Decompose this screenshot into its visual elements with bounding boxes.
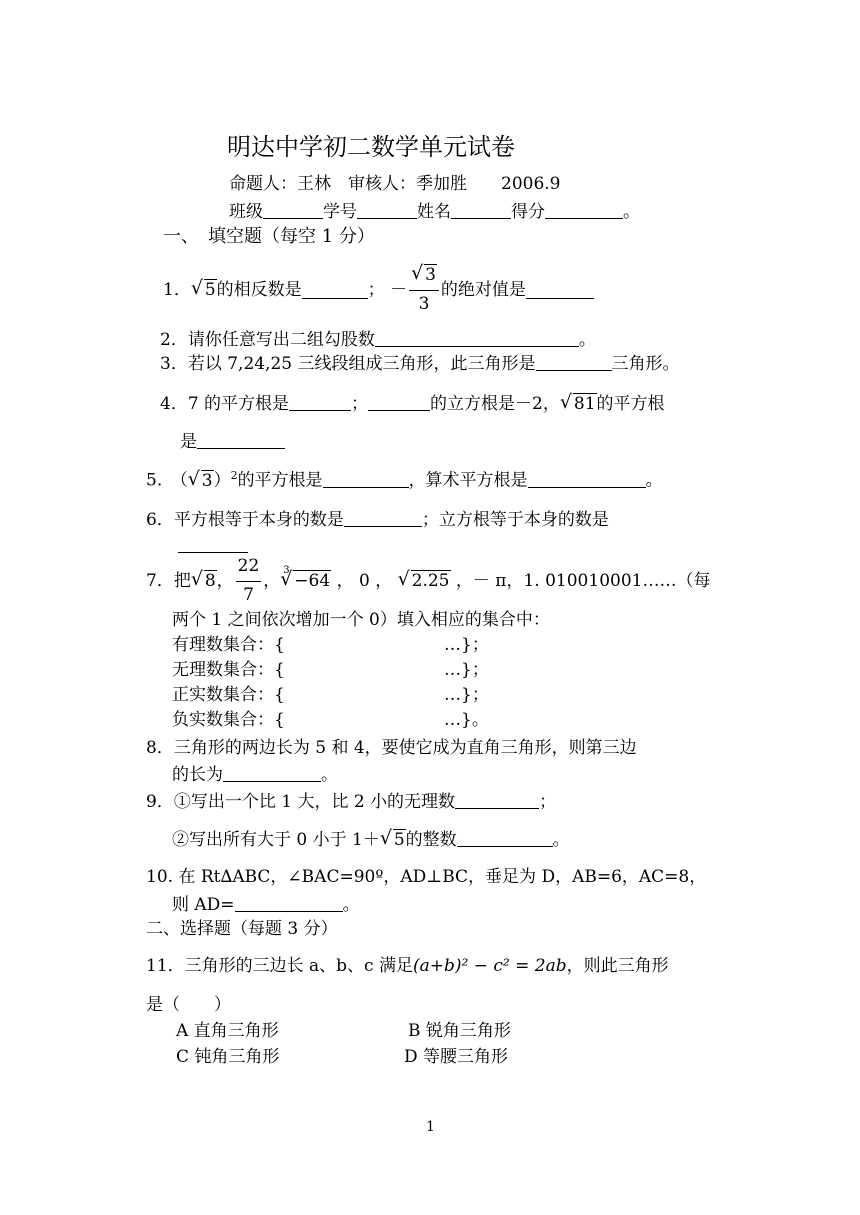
- q9-text-2: ②写出所有大于 0 小于 1＋: [172, 830, 380, 850]
- question-3: [160, 354, 680, 373]
- sqrt-5: [380, 832, 406, 849]
- section-1-title: 一、 填空题（每空 1 分）: [163, 226, 375, 247]
- cube-root-neg-64: [280, 564, 331, 591]
- score-blank[interactable]: [545, 202, 623, 219]
- q8-text-2: 的长为: [172, 765, 223, 785]
- option-d[interactable]: D 等腰三角形: [404, 1047, 509, 1067]
- radicand: 81: [573, 394, 596, 414]
- id-blank[interactable]: [357, 202, 417, 219]
- q1-text: 的相反数是: [216, 279, 302, 300]
- q1-blank-1[interactable]: [302, 282, 368, 299]
- radicand: 3: [425, 265, 436, 286]
- section-2-title: 二、选择题（每题 3 分）: [146, 919, 338, 939]
- question-9-part-2: [172, 830, 570, 849]
- student-info-line: [229, 202, 640, 221]
- page-title: 明达中学初二数学单元试卷: [227, 133, 515, 161]
- q6-text: 6．平方根等于本身的数是: [146, 510, 344, 530]
- question-9-part-1: [146, 792, 556, 811]
- q1-blank-2[interactable]: [526, 282, 594, 299]
- set-end: …}；: [444, 685, 489, 705]
- q2-text: 2．请你任意写出二组勾股数: [160, 330, 375, 350]
- punct: 。: [321, 765, 338, 785]
- q9-blank-1[interactable]: [455, 792, 539, 809]
- punct: 。: [645, 470, 663, 491]
- question-5: [146, 470, 663, 490]
- sqrt-3: [188, 470, 214, 491]
- radicand: 8: [204, 570, 216, 591]
- q5-blank-2[interactable]: [528, 471, 646, 488]
- sqrt-81: [560, 396, 597, 413]
- q5-text: 5. （: [146, 470, 188, 491]
- question-6: [146, 510, 609, 529]
- numerator: 22: [236, 556, 262, 581]
- sqrt-8: [191, 570, 217, 591]
- radicand: 5: [204, 279, 216, 300]
- id-label: 学号: [323, 202, 357, 222]
- radicand: 2.25: [411, 570, 450, 591]
- punct: 。: [552, 830, 570, 850]
- question-8-cont: [172, 765, 338, 784]
- set-end: …}；: [444, 660, 489, 680]
- class-blank[interactable]: [263, 202, 323, 219]
- radicand: 3: [201, 470, 213, 491]
- name-blank[interactable]: [451, 202, 511, 219]
- q3-text-2: 三角形。: [611, 354, 680, 374]
- q4-cont-text: 是: [180, 432, 197, 452]
- paren: ）: [213, 470, 231, 491]
- q10-blank[interactable]: [235, 895, 343, 912]
- author-line: [229, 176, 560, 193]
- neg-pi: － π: [472, 570, 507, 591]
- q9-blank-2[interactable]: [457, 830, 553, 847]
- q8-blank[interactable]: [223, 765, 321, 782]
- set-label: 有理数集合：{: [172, 635, 285, 655]
- q7-text-tail: 1. 010010001……（每: [523, 570, 711, 591]
- sqrt-3: [411, 265, 437, 286]
- question-4: [160, 394, 665, 413]
- option-a[interactable]: A 直角三角形: [176, 1021, 279, 1041]
- class-label: 班级: [229, 202, 263, 222]
- fraction-sqrt3-over-3: [409, 265, 439, 315]
- score-label: 得分: [511, 202, 545, 222]
- reviewer: 审核人：季加胜: [348, 174, 467, 194]
- fraction-22-over-7: [236, 556, 262, 606]
- page-number: 1: [426, 1119, 435, 1135]
- q1-number: 1．: [163, 279, 191, 300]
- denominator: 7: [243, 584, 254, 605]
- q3-text: 3．若以 7,24,25 三线段组成三角形，此三角形是: [160, 354, 536, 374]
- sqrt-2-25: [398, 570, 451, 591]
- question-4-cont: [180, 432, 285, 451]
- q11-formula: (a+b)² − c² = 2ab: [412, 956, 567, 976]
- zero: 0: [359, 570, 370, 591]
- q4-blank-1[interactable]: [289, 394, 351, 411]
- question-10-cont: [172, 895, 360, 914]
- question-7: 7．把 √ 8 ， $\frac{22}{7}$ ， √ 3 −64 ， 0 ， √ 2.25 ， － π ， 1. 010010001……（每: [146, 556, 710, 606]
- rational-set: [172, 635, 489, 655]
- punct: 。: [578, 330, 596, 350]
- denominator: 3: [418, 293, 430, 314]
- set-label: 无理数集合：{: [172, 660, 285, 680]
- question-1: [163, 263, 594, 317]
- q5-text-3: ，算术平方根是: [408, 470, 528, 491]
- question-10: 10. 在 Rt∆ABC，∠BAC=90º，AD⊥BC，垂足为 D，AB=6，AC=8，: [146, 867, 707, 887]
- sqrt-5: [191, 279, 217, 300]
- exponent: 2: [230, 469, 238, 482]
- punct: ；: [367, 279, 385, 300]
- question-11: [146, 958, 669, 975]
- q5-blank-1[interactable]: [323, 471, 409, 488]
- q3-blank[interactable]: [536, 354, 612, 371]
- question-6-cont: [178, 536, 248, 555]
- question-8: 8．三角形的两边长为 5 和 4，要使它成为直角三角形，则第三边: [146, 738, 637, 758]
- negative-real-set: [172, 710, 489, 730]
- root-index: √ 3: [283, 564, 290, 576]
- q9-text: 9．①写出一个比 1 大，比 2 小的无理数: [146, 792, 456, 812]
- q6-blank-1[interactable]: [344, 510, 422, 527]
- minus-sign: －: [390, 279, 408, 300]
- set-end: …}；: [444, 635, 489, 655]
- q9-text-3: 的整数: [405, 830, 457, 850]
- q6-blank-2[interactable]: [178, 536, 248, 553]
- option-b[interactable]: B 锐角三角形: [408, 1021, 511, 1041]
- name-label: 姓名: [417, 202, 451, 222]
- radicand: −64: [294, 570, 331, 591]
- q2-blank[interactable]: [375, 330, 579, 347]
- question-7-line-2: 两个 1 之间依次增加一个 0）填入相应的集合中：: [172, 610, 550, 630]
- q6-text-2: ；立方根等于本身的数是: [421, 510, 609, 530]
- q1-text-2: 的绝对值是: [440, 279, 526, 300]
- q10-text-2: 则 AD=: [172, 895, 235, 915]
- irrational-set: [172, 660, 489, 680]
- q5-text-2: 的平方根是: [237, 470, 323, 491]
- q4-blank-3[interactable]: [197, 432, 285, 449]
- positive-real-set: [172, 685, 489, 705]
- q4-text-2: 的立方根是－2，: [430, 394, 560, 414]
- set-end: …}。: [444, 710, 489, 730]
- set-label: 正实数集合：{: [172, 685, 285, 705]
- q11-text: 11．三角形的三边长 a、b、c 满足: [146, 956, 413, 976]
- question-2: [160, 330, 596, 349]
- q4-blank-2[interactable]: [368, 394, 430, 411]
- punct: 。: [342, 895, 360, 915]
- exam-date: 2006.9: [501, 174, 561, 194]
- q11-text-2: ，则此三角形: [566, 956, 669, 976]
- option-c[interactable]: C 钝角三角形: [176, 1047, 280, 1067]
- radicand: 5: [393, 830, 405, 850]
- question-11-cont: 是（ ）: [146, 995, 231, 1015]
- q7-text: 7．把: [146, 570, 191, 591]
- proposer: 命题人：王林: [229, 174, 331, 194]
- punct: 。: [623, 202, 640, 222]
- q4-text-3: 的平方根: [596, 394, 665, 414]
- punct: ；: [539, 792, 557, 812]
- q4-text: 4．7 的平方根是: [160, 394, 290, 414]
- punct: ；: [351, 394, 369, 414]
- set-label: 负实数集合：{: [172, 710, 285, 730]
